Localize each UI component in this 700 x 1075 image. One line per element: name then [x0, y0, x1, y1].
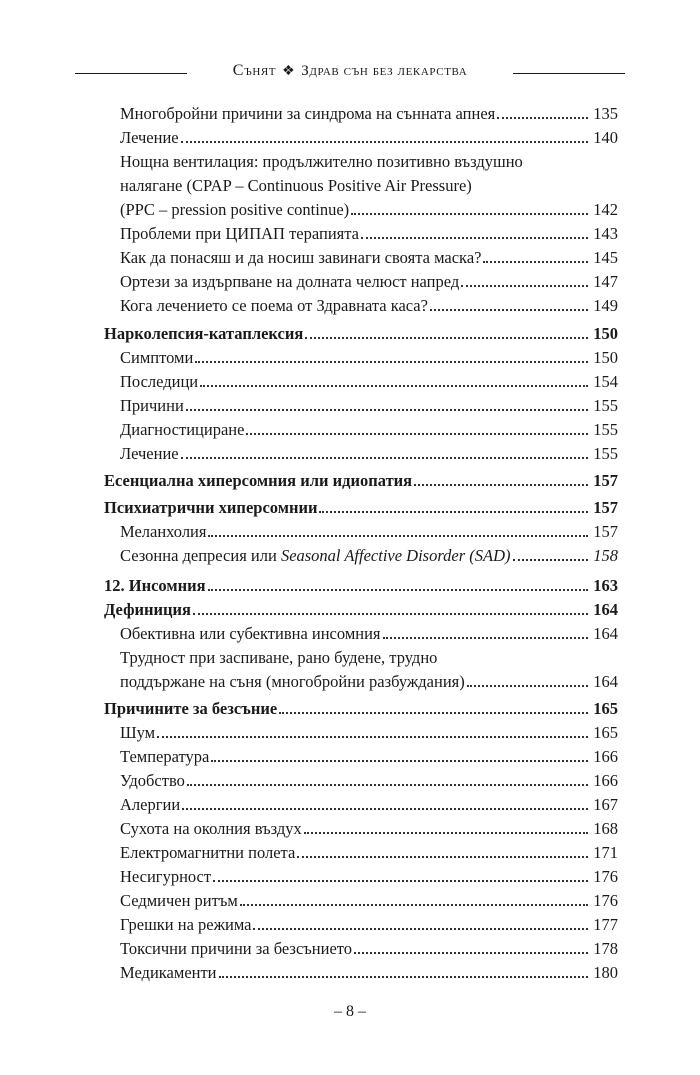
toc-entry[interactable]: [120, 520, 618, 543]
toc-entry-page: 168: [593, 819, 618, 838]
toc-entry[interactable]: [120, 745, 618, 768]
toc-entry-title: Причини: [120, 396, 184, 415]
toc-entry[interactable]: [120, 889, 618, 912]
toc-entry[interactable]: [120, 961, 618, 984]
toc-entry-title: Дефиниция: [104, 600, 191, 619]
toc-entry-page: 140: [593, 128, 618, 147]
toc-entry[interactable]: [120, 294, 618, 317]
toc-entry-title-prefix: Сезонна депресия или: [120, 546, 281, 565]
running-header: [75, 62, 625, 84]
dot-leader: [319, 511, 588, 513]
toc-entry-title: Симптоми: [120, 348, 194, 367]
toc-entry-title: Причините за безсъние: [104, 699, 278, 718]
toc-entry-page: 157: [593, 522, 618, 541]
toc-entry-title: Обективна или субективна инсомния: [120, 624, 381, 643]
dot-leader: [186, 409, 588, 411]
toc-entry-title: 12. Инсомния: [104, 576, 206, 595]
toc-entry-title: Как да понасяш и да носиш завинаги своята маска?: [120, 248, 482, 267]
toc-entry-title: Удобство: [120, 771, 185, 790]
dot-leader: [305, 337, 588, 339]
dot-leader: [297, 856, 588, 858]
dot-leader: [213, 880, 588, 882]
toc-entry-title-line: Нощна вентилация: продължително позитивно въздушно: [120, 152, 523, 171]
toc-entry-title: [120, 544, 511, 567]
toc-entry-page: 166: [593, 771, 618, 790]
dot-leader: [193, 613, 588, 615]
toc-entry-title: Последици: [120, 372, 199, 391]
page-number: – 8 –: [334, 1003, 366, 1020]
dot-leader: [181, 141, 588, 143]
toc-entry-title: Медикаменти: [120, 963, 217, 982]
dot-leader: [483, 261, 588, 263]
dot-leader: [195, 361, 588, 363]
toc-section-entry[interactable]: [104, 697, 618, 720]
toc-entry-page: 176: [593, 891, 618, 910]
toc-entry-page: 166: [593, 747, 618, 766]
toc-entry-page: 178: [593, 939, 618, 958]
dot-leader: [208, 589, 588, 591]
dot-leader: [187, 784, 588, 786]
toc-entry-title: поддържане на съня (многобройни разбуждания): [120, 672, 465, 691]
toc-entry-title: Психиатрични хиперсомнии: [104, 498, 318, 517]
dot-leader: [354, 952, 588, 954]
toc-entry-title: Проблеми при ЦИПАП терапията: [120, 224, 359, 243]
dot-leader: [467, 685, 588, 687]
header-rule-left: [75, 73, 187, 74]
dot-leader: [279, 712, 588, 714]
toc-entry-title: Електромагнитни полета: [120, 843, 296, 862]
toc-entry-title-line: Трудност при заспиване, рано будене, трудно: [120, 648, 438, 667]
toc-entry-page: 135: [593, 104, 618, 123]
toc-entry-page: 176: [593, 867, 618, 886]
dot-leader: [200, 385, 588, 387]
toc-entry[interactable]: [120, 769, 618, 792]
toc-entry-page: 155: [593, 396, 618, 415]
toc-entry-title: Нарколепсия-катаплексия: [104, 324, 304, 343]
toc-entry-page: 165: [593, 699, 618, 718]
ornament-icon: ❖: [282, 64, 296, 79]
dot-leader: [383, 637, 588, 639]
toc-entry-page: 165: [593, 723, 618, 742]
toc-entry-page: 164: [593, 672, 618, 691]
header-subtitle: Здрав сън без лекарства: [301, 63, 468, 79]
toc-chapter-entry[interactable]: [104, 574, 618, 597]
toc-entry-title: Лечение: [120, 128, 179, 147]
toc-entry-title: Многобройни причини за синдрома на сънната апнея: [120, 104, 496, 123]
toc-entry-page: 149: [593, 296, 618, 315]
dot-leader: [304, 832, 588, 834]
dot-leader: [211, 760, 588, 762]
toc-entry-page: 155: [593, 444, 618, 463]
toc-entry[interactable]: [120, 346, 618, 369]
dot-leader: [219, 976, 588, 978]
toc-entry[interactable]: [120, 622, 618, 645]
toc-entry[interactable]: [120, 418, 618, 441]
toc-section-entry[interactable]: [104, 469, 618, 492]
toc-entry-title: Алергии: [120, 795, 181, 814]
dot-leader: [497, 117, 588, 119]
toc-entry[interactable]: [120, 793, 618, 816]
toc-entry[interactable]: [120, 442, 618, 465]
toc-entry-title: Лечение: [120, 444, 179, 463]
toc-entry-title: Диагностициране: [120, 420, 245, 439]
toc-entry[interactable]: [120, 270, 618, 293]
toc-entry-title: Токсични причини за безсънието: [120, 939, 353, 958]
toc-entry[interactable]: [120, 913, 618, 936]
dot-leader: [430, 309, 588, 311]
toc-section-entry[interactable]: [104, 322, 618, 345]
dot-leader: [181, 457, 588, 459]
toc-entry[interactable]: [120, 544, 618, 567]
toc-entry-page: 164: [593, 600, 618, 619]
toc-entry-page: 167: [593, 795, 618, 814]
toc-entry-page: 155: [593, 420, 618, 439]
header-book-title: Сънят: [232, 62, 277, 79]
toc-entry-page: 142: [593, 200, 618, 219]
toc-entry[interactable]: [120, 198, 618, 221]
toc-entry-page: 147: [593, 272, 618, 291]
dot-leader: [361, 237, 588, 239]
toc-entry[interactable]: [120, 246, 618, 269]
dot-leader: [461, 285, 588, 287]
toc-entry[interactable]: [120, 841, 618, 864]
toc-entry-title: Грешки на режима: [120, 915, 252, 934]
toc-entry[interactable]: [120, 865, 618, 888]
toc-entry-title: (PPC – pression positive continue): [120, 200, 350, 219]
toc-entry-page: 145: [593, 248, 618, 267]
toc-entry-page: 143: [593, 224, 618, 243]
toc-entry-page: 150: [593, 348, 618, 367]
toc-entry[interactable]: [120, 937, 618, 960]
toc-entry-title: Меланхолия: [120, 522, 207, 541]
toc-entry[interactable]: [120, 670, 618, 693]
toc-entry-title: Шум: [120, 723, 156, 742]
toc-entry[interactable]: [120, 721, 618, 744]
toc-entry-page: 154: [593, 372, 618, 391]
toc-section-entry[interactable]: [104, 598, 618, 621]
toc-entry-title: Сухота на околния въздух: [120, 819, 302, 838]
dot-leader: [182, 808, 588, 810]
toc-entry[interactable]: [120, 370, 618, 393]
toc-entry-page: 157: [593, 498, 618, 517]
toc-entry-title: Кога лечението се поема от Здравната каса?: [120, 296, 428, 315]
dot-leader: [246, 433, 588, 435]
toc-entry-title: Температура: [120, 747, 210, 766]
toc-entry[interactable]: [120, 394, 618, 417]
toc-entry-page: 163: [593, 576, 618, 595]
toc-entry-title: Седмичен ритъм: [120, 891, 238, 910]
dot-leader: [513, 559, 588, 561]
dot-leader: [253, 928, 588, 930]
dot-leader: [240, 904, 588, 906]
toc-entry[interactable]: [120, 102, 618, 125]
header-title: [199, 62, 501, 80]
dot-leader: [414, 484, 588, 486]
dot-leader: [208, 535, 588, 537]
dot-leader: [351, 213, 588, 215]
toc-entry-title: Ортези за издърпване на долната челюст напред: [120, 272, 460, 291]
toc-entry-page: 164: [593, 624, 618, 643]
toc-entry[interactable]: [120, 222, 618, 245]
toc-entry-page: 180: [593, 963, 618, 982]
toc-entry-page: 171: [593, 843, 618, 862]
dot-leader: [157, 736, 588, 738]
toc-entry-page: 157: [593, 471, 618, 490]
toc-entry-title-italic: Seasonal Affective Disorder (SAD): [280, 546, 511, 565]
toc-entry[interactable]: [120, 817, 618, 840]
toc-entry-title: Несигурност: [120, 867, 212, 886]
toc-entry[interactable]: [120, 126, 618, 149]
toc-entry-page: 158: [593, 546, 618, 565]
header-rule-right: [513, 73, 625, 74]
toc-section-entry[interactable]: [104, 496, 618, 519]
toc-entry-page: 150: [593, 324, 618, 343]
toc-entry-title: Есенциална хиперсомния или идиопатия: [104, 471, 413, 490]
toc-entry-page: 177: [593, 915, 618, 934]
toc-entry-title-line: налягане (CPAP – Continuous Positive Air Pressure): [120, 176, 472, 195]
